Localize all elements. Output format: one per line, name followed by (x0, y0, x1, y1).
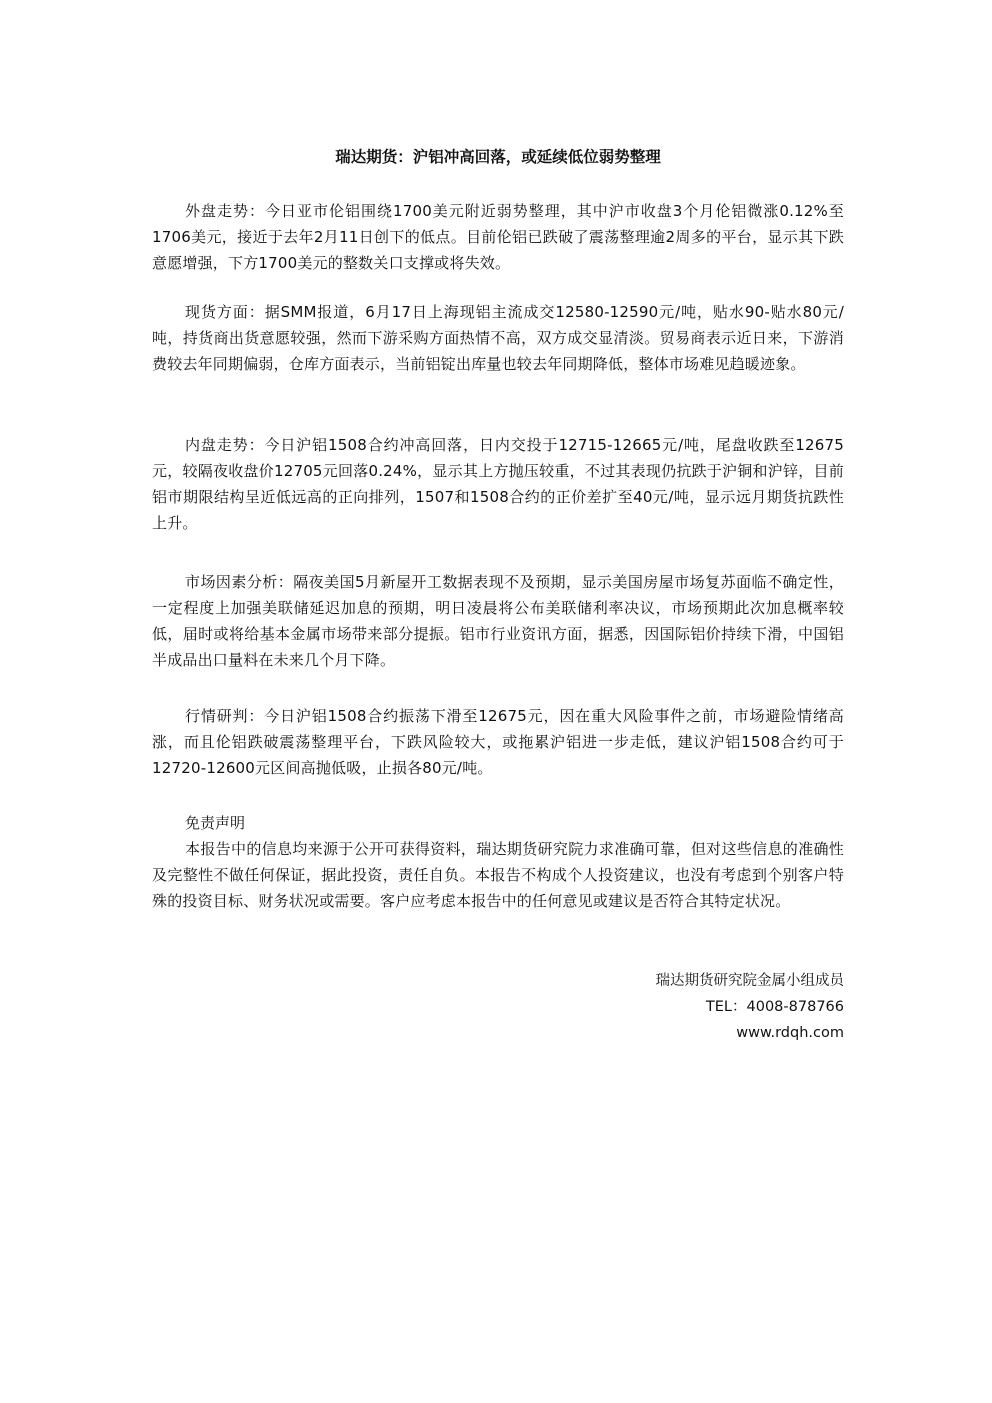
signature-phone: TEL：4008-878766 (705, 999, 844, 1015)
document-title: 瑞达期货：沪铝冲高回落，或延续低位弱势整理 (335, 148, 661, 166)
signature-website: www.rdqh.com (736, 1025, 844, 1041)
disclaimer-text: 本报告中的信息均来源于公开可获得资料，瑞达期货研究院力求准确可靠，但对这些信息的准确性及完整性不做任何保证，据此投资，责任自负。本报告不构成个人投资建议，也没有考虑到个别客户特殊的投资目标、财务状况或需要。客户应考虑本报告中的任何意见或建议是否符合其特定状况。 (152, 840, 844, 910)
disclaimer-heading: 免责声明 (185, 814, 246, 832)
paragraph-market-factors: 市场因素分析：隔夜美国5月新屋开工数据表现不及预期，显示美国房屋市场复苏面临不确定性，一定程度上加强美联储延迟加息的预期，明日凌晨将公布美联储利率决议，市场预期此次加息概率较低，届时或将给基本金属市场带来部分提振。铝市行业资讯方面，据悉，因国际铝价持续下滑，中国铝半成品出口量料在未来几个月下降。 (152, 573, 844, 669)
paragraph-domestic-market: 内盘走势：今日沪铝1508合约冲高回落，日内交投于12715-12665元/吨，尾盘收跌至12675元，较隔夜收盘价12705元回落0.24%，显示其上方抛压较重，不过其表现仍抗跌于沪铜和沪锌，目前铝市期限结构呈近低远高的正向排列，1507和1508合约的正价差扩至40元/吨，显示远月期货抗跌性上升。 (152, 436, 844, 532)
signature-team: 瑞达期货研究院金属小组成员 (655, 973, 844, 989)
paragraph-overseas-market: 外盘走势：今日亚市伦铝围绕1700美元附近弱势整理，其中沪市收盘3个月伦铝微涨0.12%至1706美元，接近于去年2月11日创下的低点。目前伦铝已跌破了震荡整理逾2周多的平台，显示其下跌意愿增强，下方1700美元的整数关口支撑或将失效。 (152, 202, 844, 272)
paragraph-market-outlook: 行情研判：今日沪铝1508合约振荡下滑至12675元，因在重大风险事件之前，市场避险情绪高涨，而且伦铝跌破震荡整理平台，下跌风险较大，或拖累沪铝进一步走低，建议沪铝1508合约可于12720-12600元区间高抛低吸，止损各80元/吨。 (152, 707, 844, 777)
paragraph-spot-market: 现货方面：据SMM报道，6月17日上海现铝主流成交12580-12590元/吨，贴水90-贴水80元/吨，持货商出货意愿较强，然而下游采购方面热情不高，双方成交显清淡。贸易商表示近日来，下游消费较去年同期偏弱，仓库方面表示，当前铝锭出库量也较去年同期降低，整体市场难见趋暖迹象。 (152, 303, 844, 373)
